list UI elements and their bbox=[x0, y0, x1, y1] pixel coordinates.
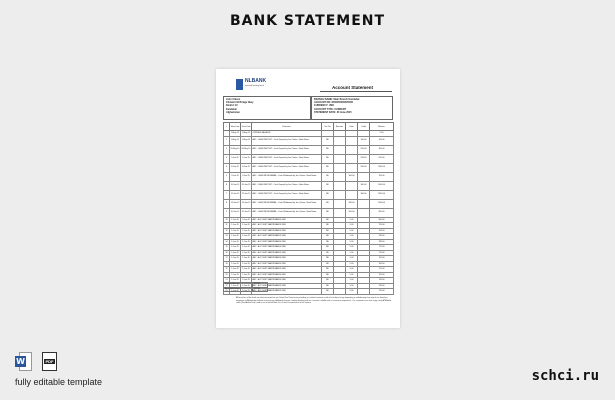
value-date-cell: 15-Jun-15 bbox=[230, 208, 241, 217]
balance-cell: 305.00 bbox=[370, 145, 394, 154]
trans-date-cell: 8-Jun-15 bbox=[241, 163, 252, 172]
bank-logo-subtitle: national lending bank bbox=[245, 85, 264, 87]
trans-date-cell: 1-Jun-15 bbox=[242, 246, 250, 249]
balance-cell: 740.00 bbox=[370, 283, 394, 289]
row-number-cell: 10 bbox=[225, 218, 228, 221]
debit-cell bbox=[346, 136, 358, 145]
value-date-cell: 1-Jun-15 bbox=[231, 251, 239, 254]
table-row bbox=[224, 172, 394, 181]
value-date-cell: 10-Jun-15 bbox=[230, 181, 241, 190]
available-balance-label: Available Balance bbox=[224, 287, 253, 292]
credit-cell: 300.00 bbox=[358, 181, 370, 190]
balance-cell: 790.00 bbox=[370, 228, 394, 234]
doc-no-cell: ND bbox=[322, 278, 334, 284]
debit-cell bbox=[346, 145, 358, 154]
row-number-cell: 4 bbox=[224, 163, 230, 172]
debit-cell: 5.00 bbox=[346, 283, 358, 289]
table-header-row bbox=[224, 123, 394, 131]
account-line: BRANCH NAME: Main Branch Kandahar bbox=[314, 98, 360, 101]
value-date-cell: 1-Jun-15 bbox=[231, 284, 239, 287]
credit-cell bbox=[358, 208, 370, 217]
trans-date-cell: 1-Jun-15 bbox=[242, 284, 250, 287]
customer-line: District 10 bbox=[226, 104, 238, 108]
balance-cell: 800.00 bbox=[370, 217, 394, 223]
trans-date-cell: 1-Jun-15 bbox=[242, 257, 250, 260]
doc-no-cell: ND bbox=[322, 245, 334, 251]
particulars-cell: ABC - ACCOUNT MAINTENANCE FEE bbox=[252, 283, 322, 289]
statement-title: Account Statement bbox=[332, 85, 374, 90]
doc-no-cell: ND bbox=[322, 199, 334, 208]
trans-date-cell: 1-Jun-15 bbox=[242, 229, 250, 232]
doc-no-cell: ND bbox=[322, 228, 334, 234]
trans-date-cell: 5-Jun-15 bbox=[241, 154, 252, 163]
particulars-cell: OPENING BALANCE bbox=[252, 131, 322, 137]
balance-cell: 505.00 bbox=[370, 154, 394, 163]
debit-cell: 5.00 bbox=[346, 278, 358, 284]
page-title: BANK STATEMENT bbox=[229, 13, 386, 29]
balance-cell: 1005.00 bbox=[370, 199, 394, 208]
format-icons bbox=[15, 352, 70, 372]
trans-date-cell: 9-Jun-15 bbox=[241, 172, 252, 181]
available-balance-row bbox=[224, 287, 268, 292]
debit-cell bbox=[346, 163, 358, 172]
doc-no-cell: ND bbox=[322, 190, 334, 199]
particulars-cell: ABC - CASH DEPOSIT - Cash Deposit by Jon Citizen - Bank Notes bbox=[252, 181, 322, 190]
word-file-icon bbox=[15, 352, 32, 371]
customer-line: Chinanti 18 Bridge Navy bbox=[226, 101, 254, 105]
trans-date-cell: 1-Jun-15 bbox=[242, 251, 250, 254]
row-number-cell: 13 bbox=[225, 235, 228, 238]
statement-document bbox=[216, 69, 400, 328]
row-number-cell: 18 bbox=[225, 262, 228, 265]
debit-cell: 5.00 bbox=[346, 250, 358, 256]
doc-no-cell: ND bbox=[322, 234, 334, 240]
balance-cell: 760.00 bbox=[370, 261, 394, 267]
trans-date-cell: 12-Jun-15 bbox=[241, 190, 252, 199]
table-header-cell: Credit bbox=[358, 123, 370, 131]
row-number-cell: 15 bbox=[225, 246, 228, 249]
particulars-cell: ABC - ACCOUNT MAINTENANCE FEE bbox=[252, 267, 322, 273]
particulars-cell: ABC - CASH DEPOSIT - Cash Deposit by Jon Citizen - Bank Notes bbox=[252, 190, 322, 199]
value-date-cell: 1-Jun-15 bbox=[231, 262, 239, 265]
row-number-cell: 12 bbox=[225, 229, 228, 232]
balance-cell: 780.00 bbox=[370, 239, 394, 245]
account-info-box bbox=[311, 96, 393, 120]
narrative-cell bbox=[334, 136, 346, 145]
debit-cell bbox=[346, 190, 358, 199]
trans-date-cell: 1-Jun-15 bbox=[242, 268, 250, 271]
title-divider bbox=[320, 91, 392, 92]
balance-cell: 765.00 bbox=[370, 256, 394, 262]
doc-no-cell: ND bbox=[322, 250, 334, 256]
debit-cell: 5.00 bbox=[346, 234, 358, 240]
narrative-cell bbox=[334, 172, 346, 181]
row-number-cell: 7 bbox=[224, 190, 230, 199]
trans-date-cell: 1-Jun-15 bbox=[242, 262, 250, 265]
value-date-cell: 1-Jun-15 bbox=[231, 235, 239, 238]
value-date-cell: 9-Jun-15 bbox=[230, 172, 241, 181]
particulars-cell: ABC - CASH DEPOSIT - Cash Deposit by Jon Citizen - Bank Notes bbox=[252, 163, 322, 172]
row-number-cell: 6 bbox=[224, 181, 230, 190]
particulars-cell: ABC - ACCOUNT MAINTENANCE FEE bbox=[252, 278, 322, 284]
narrative-cell bbox=[334, 145, 346, 154]
balance-cell: 805.00 bbox=[370, 208, 394, 217]
doc-no-cell: ND bbox=[322, 181, 334, 190]
particulars-cell: ABC - CASH DEPOSIT - Cash Deposit by Jon Citizen - Bank Notes bbox=[252, 154, 322, 163]
value-date-cell: 1-Jun-15 bbox=[231, 240, 239, 243]
particulars-cell: ABC - CASH WITHDRAWAL - Cash Withdrawal by Jon Citizen - Bank Notes bbox=[252, 199, 322, 208]
account-line: STATEMENT DATE: 30 June 2015 bbox=[314, 110, 352, 114]
credit-cell bbox=[358, 172, 370, 181]
particulars-cell: ABC - ACCOUNT MAINTENANCE FEE bbox=[252, 272, 322, 278]
balance-cell: 785.00 bbox=[370, 234, 394, 240]
trans-date-cell: 1-May-15 bbox=[242, 132, 250, 135]
doc-no-cell: ND bbox=[322, 256, 334, 262]
trans-date-cell: 1-Jun-15 bbox=[242, 290, 250, 293]
particulars-cell: ABC - ACCOUNT MAINTENANCE FEE bbox=[252, 261, 322, 267]
balance-summary bbox=[223, 282, 268, 292]
table-row bbox=[224, 145, 394, 154]
table-header-cell: Narrative bbox=[334, 123, 346, 131]
balance-cell: 105.00 bbox=[370, 136, 394, 145]
row-number-cell: 9 bbox=[224, 208, 230, 217]
narrative-cell bbox=[334, 163, 346, 172]
table-header-cell: Balance bbox=[370, 123, 394, 131]
value-date-cell: 1-Jun-15 bbox=[231, 257, 239, 260]
value-date-cell: 1-Jun-15 bbox=[231, 268, 239, 271]
particulars-cell: ABC - ACCOUNT MAINTENANCE FEE bbox=[252, 250, 322, 256]
customer-line: Kandahar bbox=[226, 107, 238, 111]
debit-cell bbox=[346, 181, 358, 190]
credit-cell bbox=[358, 289, 370, 295]
credit-cell: 500.00 bbox=[358, 163, 370, 172]
value-date-cell: 1-Jun-15 bbox=[231, 279, 239, 282]
trans-date-cell: 15-Jun-15 bbox=[241, 208, 252, 217]
narrative-cell bbox=[334, 181, 346, 190]
table-row bbox=[224, 154, 394, 163]
debit-cell: 5.00 bbox=[346, 289, 358, 295]
doc-no-cell: ND bbox=[322, 283, 334, 289]
particulars-cell: ABC - ACCOUNT MAINTENANCE FEE bbox=[252, 245, 322, 251]
doc-no-cell: ND bbox=[322, 145, 334, 154]
debit-cell: 200.00 bbox=[346, 208, 358, 217]
particulars-cell: ABC - CASH DEPOSIT - Cash Deposit by Jon Citizen - Bank Notes bbox=[252, 145, 322, 154]
particulars-cell: ABC - ACCOUNT MAINTENANCE FEE bbox=[252, 223, 322, 229]
credit-cell: 200.00 bbox=[358, 154, 370, 163]
row-number-cell: 1 bbox=[224, 136, 230, 145]
row-number-cell: 23 bbox=[225, 290, 228, 293]
debit-cell: 5.00 bbox=[346, 217, 358, 223]
customer-line: John Citizen bbox=[226, 98, 241, 101]
particulars-cell: ABC - ACCOUNT MAINTENANCE FEE bbox=[252, 289, 322, 295]
customer-info-box bbox=[223, 96, 311, 120]
current-balance-value: 935.00 bbox=[253, 283, 268, 288]
row-number-cell: 22 bbox=[225, 284, 228, 287]
particulars-cell: ABC - ACCOUNT MAINTENANCE FEE bbox=[252, 234, 322, 240]
credit-cell bbox=[358, 199, 370, 208]
debit-cell: 5.00 bbox=[346, 272, 358, 278]
debit-cell bbox=[346, 154, 358, 163]
balance-cell: 735.00 bbox=[370, 289, 394, 295]
debit-cell: 300.00 bbox=[346, 172, 358, 181]
debit-cell: 5.00 bbox=[346, 228, 358, 234]
balance-cell: 1005.00 bbox=[370, 163, 394, 172]
debit-cell: 5.00 bbox=[346, 245, 358, 251]
trans-date-cell: 1-Jun-15 bbox=[242, 279, 250, 282]
balance-cell: 1005.00 bbox=[370, 181, 394, 190]
table-header-cell: Doc No bbox=[322, 123, 334, 131]
row-number-cell: 20 bbox=[225, 273, 228, 276]
bank-logo-name: NLBANK bbox=[245, 78, 267, 84]
row-number-cell: 21 bbox=[225, 279, 228, 282]
trans-date-cell: 1-Jun-15 bbox=[242, 273, 250, 276]
table-header-cell: Debit bbox=[346, 123, 358, 131]
account-line: CURRENCY: USD bbox=[314, 104, 334, 108]
particulars-cell: ABC - CASH WITHDRAWAL - Cash Withdrawal by Jon Citizen - Bank Notes bbox=[252, 172, 322, 181]
debit-cell: 5.00 bbox=[346, 261, 358, 267]
doc-no-cell: ND bbox=[322, 223, 334, 229]
current-balance-label: Current Balance bbox=[224, 283, 253, 288]
particulars-cell: ABC - CASH WITHDRAWAL - Cash Withdrawal by Jon Citizen - Bank Notes bbox=[252, 208, 322, 217]
balance-cell: 1305.00 bbox=[370, 190, 394, 199]
value-date-cell: 1-May-15 bbox=[231, 132, 239, 135]
table-row bbox=[224, 163, 394, 172]
debit-cell: 5.00 bbox=[346, 267, 358, 273]
doc-no-cell: ND bbox=[322, 261, 334, 267]
transactions-table bbox=[223, 122, 394, 295]
table-row bbox=[224, 199, 394, 208]
value-date-cell: 5-Jun-15 bbox=[230, 154, 241, 163]
value-date-cell: 8-Jun-15 bbox=[230, 163, 241, 172]
credit-cell: 300.00 bbox=[358, 190, 370, 199]
bank-logo bbox=[236, 79, 268, 91]
table-header-cell: # bbox=[224, 123, 230, 131]
pdf-file-badge: PDF bbox=[45, 359, 54, 364]
value-date-cell: 1-Jun-15 bbox=[231, 290, 239, 293]
doc-no-cell: ND bbox=[322, 172, 334, 181]
word-file-badge: W bbox=[16, 357, 25, 366]
table-header-cell: Value Date bbox=[230, 123, 241, 131]
value-date-cell: 1-Jun-15 bbox=[231, 218, 239, 221]
bank-logo-mark bbox=[236, 79, 243, 90]
row-number-cell: 2 bbox=[224, 145, 230, 154]
row-number-cell: 19 bbox=[225, 268, 228, 271]
statement-footer-note: All branches of the bank are interconnected via an Online Real Time basis providing our valued customers with the facility of easy depositing or withdrawing from any of our branches anywhere in Afghanistan without incurring any additional charges, making banking with us a smooth, reliable and a convenient experience. Our customers can also enjoy using ATM/debit cards (Visa/Amex/Cash) and so as to benefit from the 24 hour convenience of this service. bbox=[236, 297, 392, 305]
value-date-cell: 1-May-15 bbox=[230, 136, 241, 145]
balance-cell: 755.00 bbox=[370, 267, 394, 273]
particulars-cell: ABC - ACCOUNT MAINTENANCE FEE bbox=[252, 256, 322, 262]
trans-date-cell: 1-May-15 bbox=[241, 136, 252, 145]
value-date-cell: 1-Jun-15 bbox=[231, 229, 239, 232]
credit-cell: 200.00 bbox=[358, 145, 370, 154]
balance-cell: 795.00 bbox=[370, 223, 394, 229]
row-number-cell: 8 bbox=[224, 199, 230, 208]
trans-date-cell: 10-Jun-15 bbox=[241, 181, 252, 190]
doc-no-cell: ND bbox=[322, 289, 334, 295]
doc-no-cell: ND bbox=[322, 239, 334, 245]
narrative-cell bbox=[334, 289, 346, 295]
doc-no-cell: ND bbox=[322, 217, 334, 223]
doc-no-cell: ND bbox=[322, 208, 334, 217]
row-number-cell: 17 bbox=[225, 257, 228, 260]
trans-date-cell: 1-Jun-15 bbox=[242, 218, 250, 221]
narrative-cell bbox=[334, 199, 346, 208]
particulars-cell: ABC - ACCOUNT MAINTENANCE FEE bbox=[252, 228, 322, 234]
value-date-cell: 12-Jun-15 bbox=[230, 190, 241, 199]
table-row bbox=[224, 190, 394, 199]
balance-cell: 770.00 bbox=[370, 250, 394, 256]
table-row bbox=[224, 181, 394, 190]
value-date-cell: 1-Jun-15 bbox=[231, 246, 239, 249]
available-balance-value: 935.00 bbox=[253, 287, 268, 292]
narrative-cell bbox=[334, 154, 346, 163]
particulars-cell: ABC - ACCOUNT MAINTENANCE FEE bbox=[252, 239, 322, 245]
doc-no-cell: ND bbox=[322, 154, 334, 163]
trans-date-cell: 1-Jun-15 bbox=[242, 235, 250, 238]
row-number-cell: 11 bbox=[224, 223, 230, 229]
account-line: ACCOUNT NO: 8000350000025000 bbox=[314, 101, 353, 105]
balance-cell: 5.00 bbox=[370, 131, 394, 137]
pdf-file-icon bbox=[42, 352, 57, 371]
balance-cell: 750.00 bbox=[370, 272, 394, 278]
doc-no-cell: ND bbox=[322, 136, 334, 145]
doc-no-cell: ND bbox=[322, 272, 334, 278]
credit-cell: 100.00 bbox=[358, 136, 370, 145]
account-line: ACCOUNT TYPE: CURRENT bbox=[314, 107, 347, 111]
value-date-cell: 13-Jun-15 bbox=[230, 199, 241, 208]
table-body bbox=[224, 131, 394, 295]
doc-no-cell: ND bbox=[322, 163, 334, 172]
trans-date-cell: 13-Jun-15 bbox=[241, 199, 252, 208]
value-date-cell: 20-May-15 bbox=[230, 145, 241, 154]
table-row bbox=[224, 208, 394, 217]
balance-cell: 745.00 bbox=[370, 278, 394, 284]
row-number-cell: 16 bbox=[225, 251, 228, 254]
debit-cell: 5.00 bbox=[346, 239, 358, 245]
trans-date-cell: 20-May-15 bbox=[241, 145, 252, 154]
customer-line: Afghanistan bbox=[226, 110, 240, 114]
row-number-cell: 3 bbox=[224, 154, 230, 163]
particulars-cell: ABC - ACCOUNT MAINTENANCE FEE bbox=[252, 217, 322, 223]
trans-date-cell: 1-Jun-15 bbox=[242, 240, 250, 243]
row-number-cell: 14 bbox=[225, 240, 228, 243]
table-row bbox=[224, 136, 394, 145]
particulars-cell: ABC - CASH DEPOSIT - Cash Deposit by Jon Citizen - Bank Notes bbox=[252, 136, 322, 145]
site-brand: schci.ru bbox=[531, 368, 599, 384]
debit-cell: 300.00 bbox=[346, 199, 358, 208]
balance-cell: 705.00 bbox=[370, 172, 394, 181]
value-date-cell: 1-Jun-15 bbox=[231, 224, 239, 227]
doc-no-cell: ND bbox=[322, 267, 334, 273]
row-number-cell: 5 bbox=[224, 172, 230, 181]
template-caption: fully editable template bbox=[15, 377, 103, 387]
trans-date-cell: 1-Jun-15 bbox=[242, 224, 250, 227]
table-header-cell: Trans Date bbox=[241, 123, 252, 131]
debit-cell: 5.00 bbox=[346, 256, 358, 262]
narrative-cell bbox=[334, 208, 346, 217]
debit-cell: 5.00 bbox=[346, 223, 358, 229]
narrative-cell bbox=[334, 190, 346, 199]
balance-cell: 775.00 bbox=[370, 245, 394, 251]
table-header-cell: Particulars bbox=[252, 123, 322, 131]
value-date-cell: 1-Jun-15 bbox=[231, 273, 239, 276]
